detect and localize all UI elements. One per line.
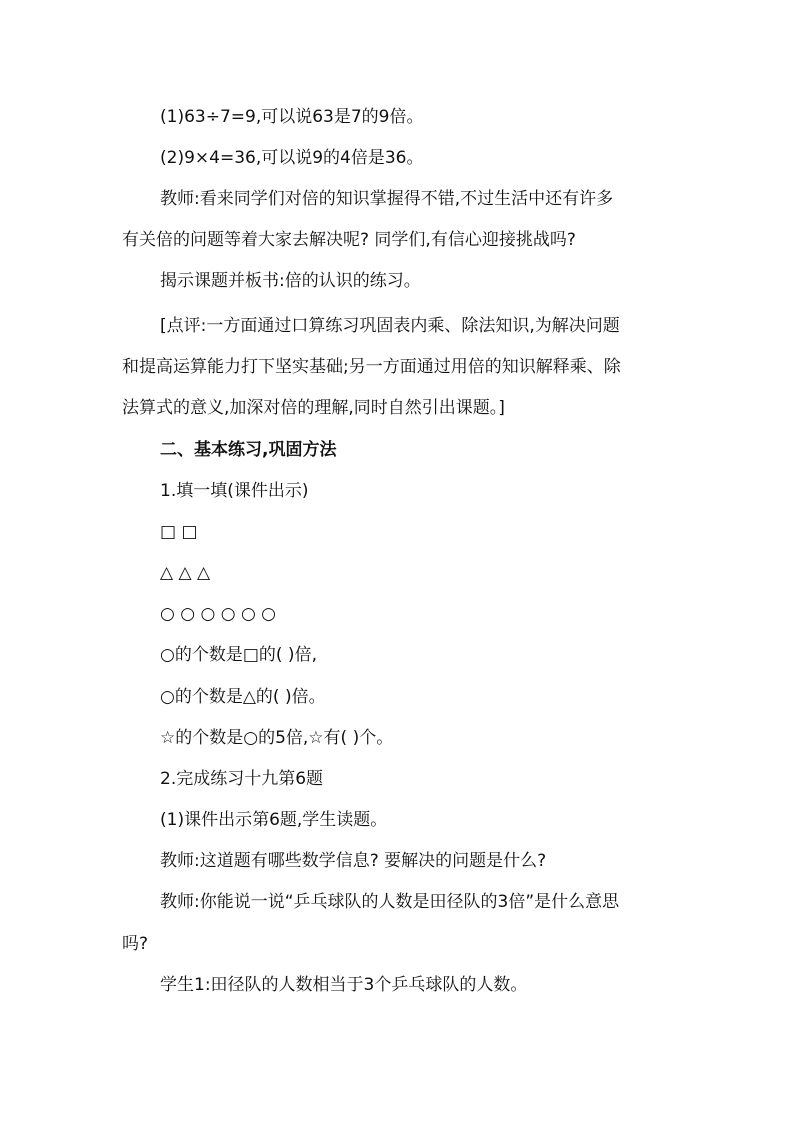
text-line-1: (1)63÷7=9,可以说63是7的9倍。 [160,107,424,127]
text-line-3: 教师:看来同学们对倍的知识掌握得不错,不过生活中还有许多 [160,189,614,209]
text-line-18: (1)课件出示第6题,学生读题。 [160,810,388,830]
triangle-shapes-row: △ △ △ [160,563,211,583]
text-line-21: 吗? [122,934,149,954]
text-line-5: 揭示课题并板书:倍的认识的练习。 [160,271,421,291]
text-line-22: 学生1:田径队的人数相当于3个乒乓球队的人数。 [160,975,528,995]
text-line-14: ○的个数是□的( )倍, [160,645,317,665]
section-heading: 二、基本练习,巩固方法 [160,440,337,460]
text-line-7: 和提高运算能力打下坚实基础;另一方面通过用倍的知识解释乘、除 [122,357,621,377]
text-line-19: 教师:这道题有哪些数学信息? 要解决的问题是什么? [160,851,547,871]
text-line-2: (2)9×4=36,可以说9的4倍是36。 [160,148,424,168]
square-shapes-row: □ □ [160,522,198,542]
text-line-16: ☆的个数是○的5倍,☆有( )个。 [160,728,394,748]
text-line-10: 1.填一填(课件出示) [160,481,309,501]
text-line-17: 2.完成练习十九第6题 [160,769,324,789]
circle-shapes-row: ○ ○ ○ ○ ○ ○ [160,604,277,624]
text-line-6: [点评:一方面通过口算练习巩固表内乘、除法知识,为解决问题 [160,316,620,336]
text-line-20: 教师:你能说一说“乒乓球队的人数是田径队的3倍”是什么意思 [160,892,620,912]
text-line-4: 有关倍的问题等着大家去解决呢? 同学们,有信心迎接挑战吗? [122,230,576,250]
text-line-15: ○的个数是△的( )倍。 [160,687,326,707]
text-line-8: 法算式的意义,加深对倍的理解,同时自然引出课题。] [122,398,505,418]
